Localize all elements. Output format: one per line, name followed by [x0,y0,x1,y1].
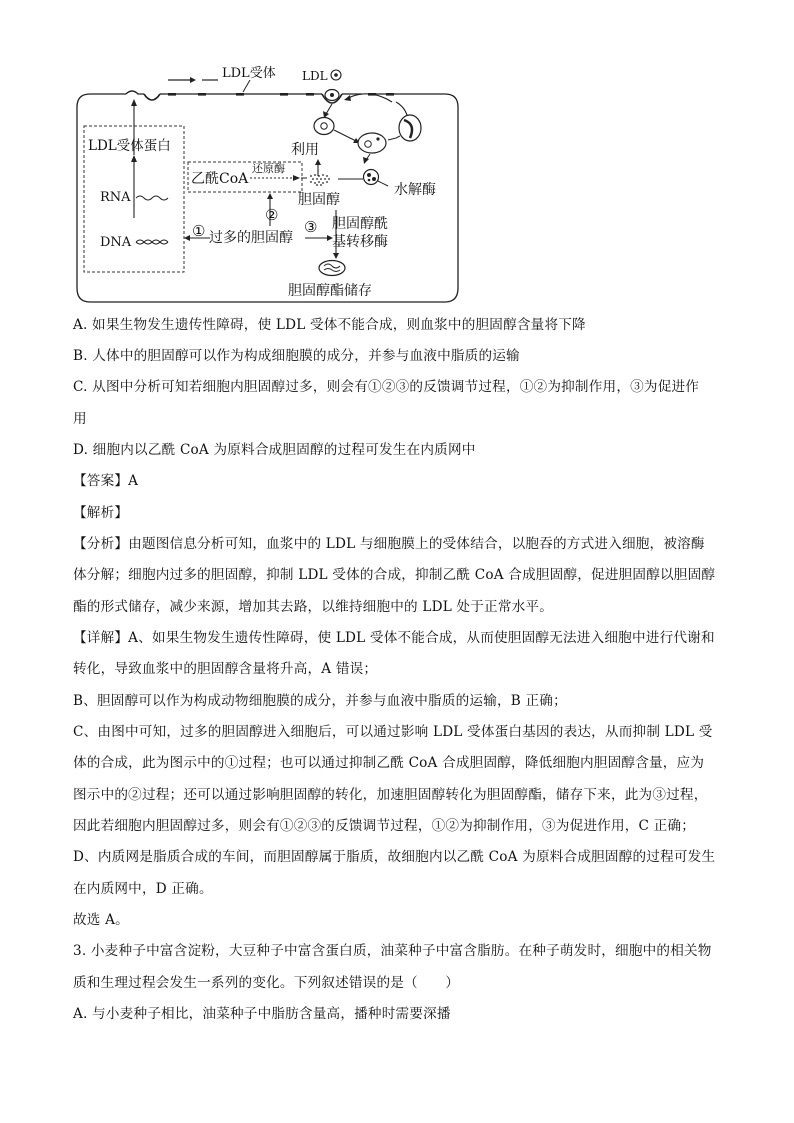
analysis-line: 酯的形式储存，减少来源，增加其去路，以维持细胞中的 LDL 处于正常水平。 [73,599,553,615]
rna-strand [136,196,168,200]
option-d: D. 细胞内以乙酰 CoA 为原料合成胆固醇的过程可发生在内质网中 [73,442,476,458]
cholesterol-dots [310,174,330,186]
rna-label: RNA [100,190,131,205]
detail-line: C、由图中可知，过多的胆固醇进入细胞后，可以通过影响 LDL 受体蛋白基因的表达，从而抑制 LDL 受 [73,724,713,740]
receptor-mark [198,93,206,96]
analysis-heading: 【解析】 [73,505,129,521]
receptor-mark [236,93,244,96]
cholesterol-label: 胆固醇 [298,192,340,208]
pathway-1-label: ① [192,222,206,240]
receptor-mark [386,93,394,96]
excess-cholesterol-label: 过多的胆固醇 [209,230,293,246]
analysis-line: 体分解；细胞内过多的胆固醇，抑制 LDL 受体的合成，抑制乙酰 CoA 合成胆固醇，促进胆固醇以胆固醇 [73,567,716,583]
detail-line: 【详解】A、如果生物发生遗传性障碍，使 LDL 受体不能合成，从而使胆固醇无法进入细胞中进行代谢和 [73,630,715,646]
receptor-mark [280,93,288,96]
pathway-2-label: ② [265,206,279,224]
detail-line: 因此若细胞内胆固醇过多，则会有①②③的反馈调节过程，①②为抑制作用，③为促进作用，C 正确； [73,818,696,834]
answer-line: 【答案】A [73,473,139,489]
detail-line: 在内质网中，D 正确。 [73,881,213,897]
question-3-stem: 质和生理过程会发生一系列的变化。下列叙述错误的是（ ） [73,975,460,991]
coated-pit [144,94,160,100]
hydrolase-label: 水解酶 [394,182,436,198]
option-a: A. 如果生物发生遗传性障碍，使 LDL 受体不能合成，则血浆中的胆固醇含量将下降 [73,317,586,333]
detail-line: 体的合成，此为图示中的①过程；也可以通过抑制乙酰 CoA 合成胆固醇，降低细胞内胆固醇含量，应为 [73,755,705,771]
question-3-option-a: A. 与小麦种子相比，油菜种子中脂肪含量高，播种时需要深播 [73,1006,451,1022]
option-c-cont: 用 [73,411,87,427]
detail-line: 图示中的②过程；还可以通过影响胆固醇的转化，加速胆固醇转化为胆固醇酯，储存下来，此为③过程， [73,787,708,803]
dna-strand [136,240,168,244]
receptor-mark [306,93,314,96]
analysis-line: 【分析】由题图信息分析可知，血浆中的 LDL 与细胞膜上的受体结合，以胞吞的方式进入细胞，被溶酶 [73,536,705,552]
option-c: C. 从图中分析可知若细胞内胆固醇过多，则会有①②③的反馈调节过程，①②为抑制作用，③为促进作 [73,379,700,395]
ester-storage-label: 胆固醇酯储存 [288,283,372,299]
detail-line: D、内质网是脂质合成的车间，而胆固醇属于脂质，故细胞内以乙酰 CoA 为原料合成胆固醇的过程可发生 [73,849,716,865]
option-b: B. 人体中的胆固醇可以作为构成细胞膜的成分，并参与血液中脂质的运输 [73,348,520,364]
receptor-mark [168,93,176,96]
ldl-receptor-protein-label: LDL受体蛋白 [88,138,171,154]
reductase-label: 还原酶 [252,162,285,175]
dna-label: DNA [100,235,132,250]
ldl-cholesterol-diagram [70,58,470,306]
ldl-receptor-label: LDL受体 [222,66,276,81]
detail-line: 转化，导致血浆中的胆固醇含量将升高，A 错误； [73,661,378,677]
ldl-label: LDL [302,69,328,83]
ester-storage-droplet [319,261,345,276]
lysosome [364,170,379,185]
use-label: 利用 [291,142,319,158]
acyltransferase-label-2: 基转移酶 [332,234,388,250]
pathway-3-label: ③ [304,218,318,236]
fused-lysosome [358,133,386,153]
acyltransferase-label-1: 胆固醇酰 [332,216,388,232]
question-3-stem: 3. 小麦种子中富含淀粉，大豆种子中富含蛋白质，油菜种子中富含脂肪。在种子萌发时，细胞中的相关物 [73,943,712,959]
conclusion-line: 故选 A。 [73,912,129,928]
detail-line: B、胆固醇可以作为构成动物细胞膜的成分，并参与血液中脂质的运输，B 正确； [73,693,567,709]
acetyl-coa-label: 乙酰CoA [191,171,249,187]
endosome [314,118,334,135]
